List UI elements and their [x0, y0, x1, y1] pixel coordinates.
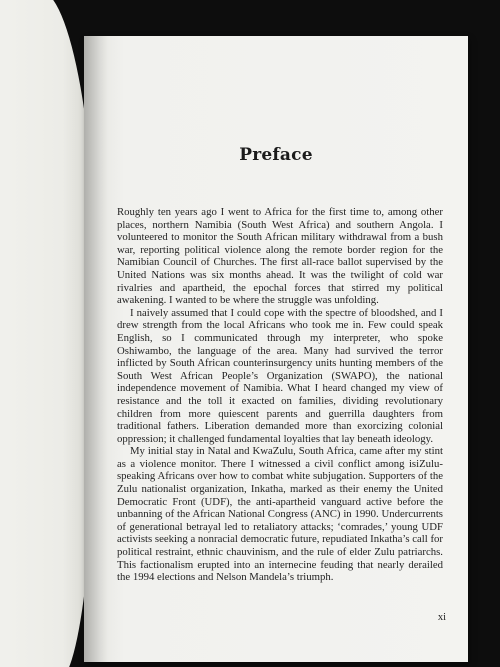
page-number: xi [437, 612, 446, 623]
paragraph: My initial stay in Natal and KwaZulu, South Africa, came after my stint as a violence monitor. There I witnessed a civil conflict among isiZulu-speaking Africans over how to combat white subjugation. Supporters of the Zulu nationalist organization, Inkatha, marked as their enemy the United Democratic Front (UDF), the anti-apartheid vanguard active before the unbanning of the African National Congress (ANC) in 1990. Undercurrents of generational betrayal led to retaliatory attacks; ‘comrades,’ young UDF activists seeking a nonracial democratic future, repudiated Inkatha’s call for political restraint, ethnic chauvinism, and the rule of elder Zulu patriarchs. This factionalism erupted into an internecine feuding that nearly derailed the 1994 elections and Nelson Mandela’s triumph. [117, 445, 443, 584]
body-text [117, 206, 443, 584]
paragraph: I naively assumed that I could cope with the spectre of bloodshed, and I drew strength from the local Africans who took me in. Few could speak English, so I communicated through my interpreter, who spoke Oshiwambo, the language of the area. Many had survived the terror inflicted by South African counterinsurgency units hunting members of the South West African People’s Organization (SWAPO), the national independence movement of Namibia. What I heard changed my view of resistance and the toll it exacted on families, dividing revolutionary children from more quiescent parents and guerrilla daughters from traditional fathers. Liberation demanded more than exorcizing colonial oppression; it challenged fundamental loyalties that lay beneath ideology. [117, 306, 443, 445]
paragraph: Roughly ten years ago I went to Africa for the first time to, among other places, northern Namibia (South West Africa) and southern Angola. I volunteered to monitor the South African military withdrawal from a bush war, reporting political violence along the remote border region for the Namibian Council of Churches. The first all-race ballot supervised by the United Nations was six months ahead. It was the twilight of cold war rivalries and apartheid, the epochal forces that stirred my political awakening. I wanted to be where the struggle was unfolding. [117, 206, 443, 307]
chapter-title: Preface [239, 145, 313, 165]
gutter-shadow [84, 36, 108, 662]
